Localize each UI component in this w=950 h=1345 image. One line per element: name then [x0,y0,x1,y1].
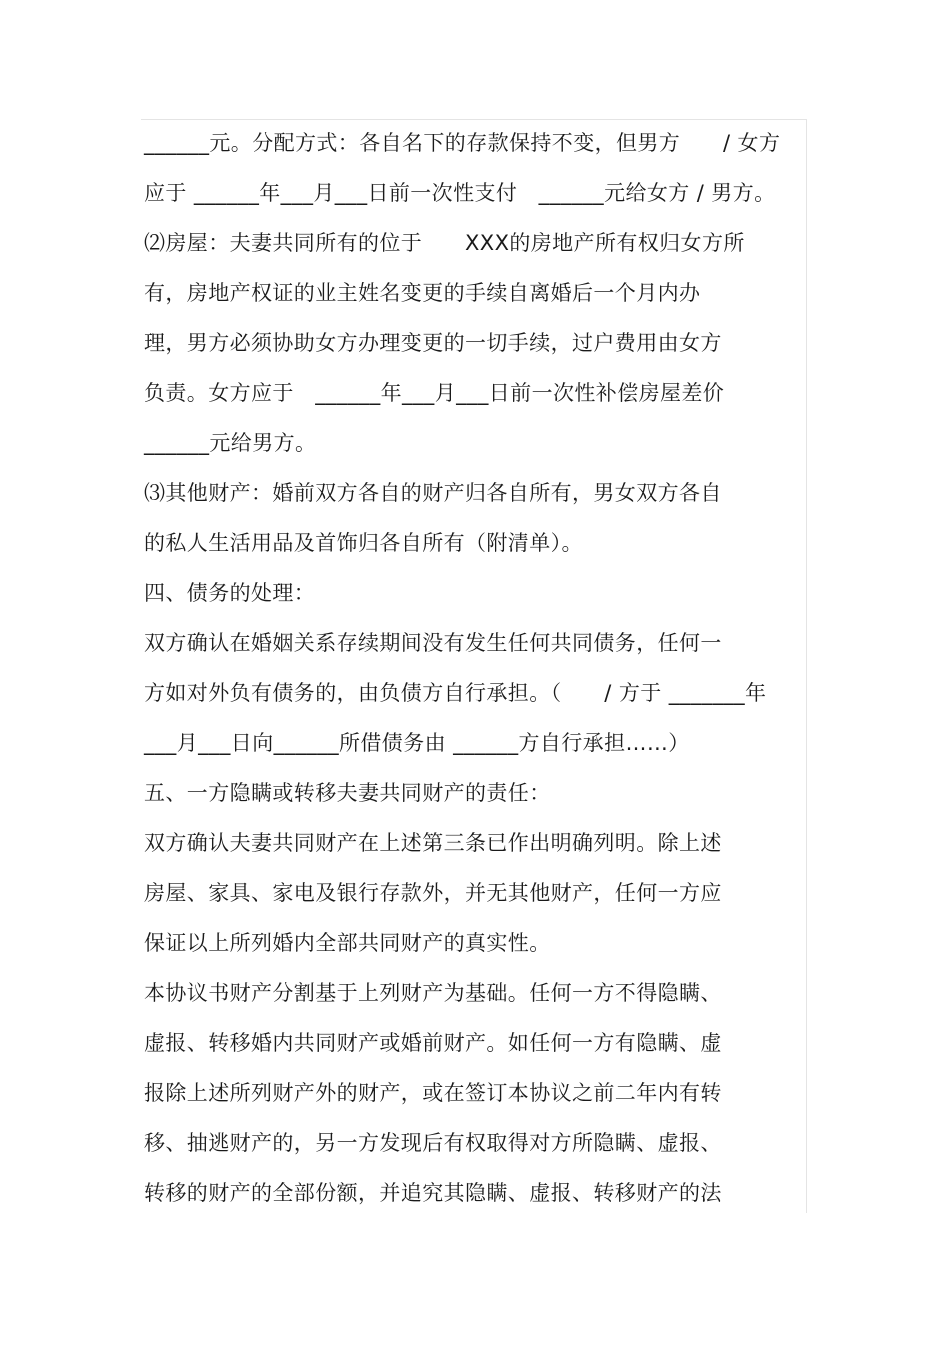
text-line: 移、抽逃财产的，另一方发现后有权取得对方所隐瞒、虚报、 [144,1131,722,1155]
text-line: 负责。女方应于 ______年___月___日前一次性补偿房屋差价 [144,381,725,405]
text-line: ⑵房屋：夫妻共同所有的位于 XXX的房地产所有权归女方所 [144,231,745,255]
text-line: ___月___日向______所借债务由 ______方自行承担……） [144,731,690,755]
text-line: ⑶其他财产：婚前双方各自的财产归各自所有，男女双方各自 [144,481,722,505]
text-line: 双方确认夫妻共同财产在上述第三条已作出明确列明。除上述 [144,831,722,855]
section-heading: 四、债务的处理： [144,581,316,605]
text-line: ______元。分配方式：各自名下的存款保持不变，但男方 / 女方 [144,131,781,155]
text-line: 虚报、转移婚内共同财产或婚前财产。如任何一方有隐瞒、虚 [144,1031,722,1055]
text-line: 应于 ______年___月___日前一次性支付 ______元给女方 / 男方。 [144,181,776,205]
text-line: 双方确认在婚姻关系存续期间没有发生任何共同债务，任何一 [144,631,722,655]
text-line: 本协议书财产分割基于上列财产为基础。任何一方不得隐瞒、 [144,981,722,1005]
text-line: 房屋、家具、家电及银行存款外，并无其他财产，任何一方应 [144,881,722,905]
text-line: ______元给男方。 [144,431,317,455]
text-line: 理，男方必须协助女方办理变更的一切手续，过户费用由女方 [144,331,722,355]
text-line: 转移的财产的全部份额，并追究其隐瞒、虚报、转移财产的法 [144,1181,722,1205]
section-heading: 五、一方隐瞒或转移夫妻共同财产的责任： [144,781,551,805]
text-line: 方如对外负有债务的，由负债方自行承担。（ / 方于 _______年 [144,681,767,705]
text-line: 有，房地产权证的业主姓名变更的手续自离婚后一个月内办 [144,281,701,305]
document-body [144,118,794,1218]
text-line: 报除上述所列财产外的财产，或在签订本协议之前二年内有转 [144,1081,722,1105]
text-line: 保证以上所列婚内全部共同财产的真实性。 [144,931,551,955]
text-line: 的私人生活用品及首饰归各自所有（附清单）。 [144,531,583,555]
